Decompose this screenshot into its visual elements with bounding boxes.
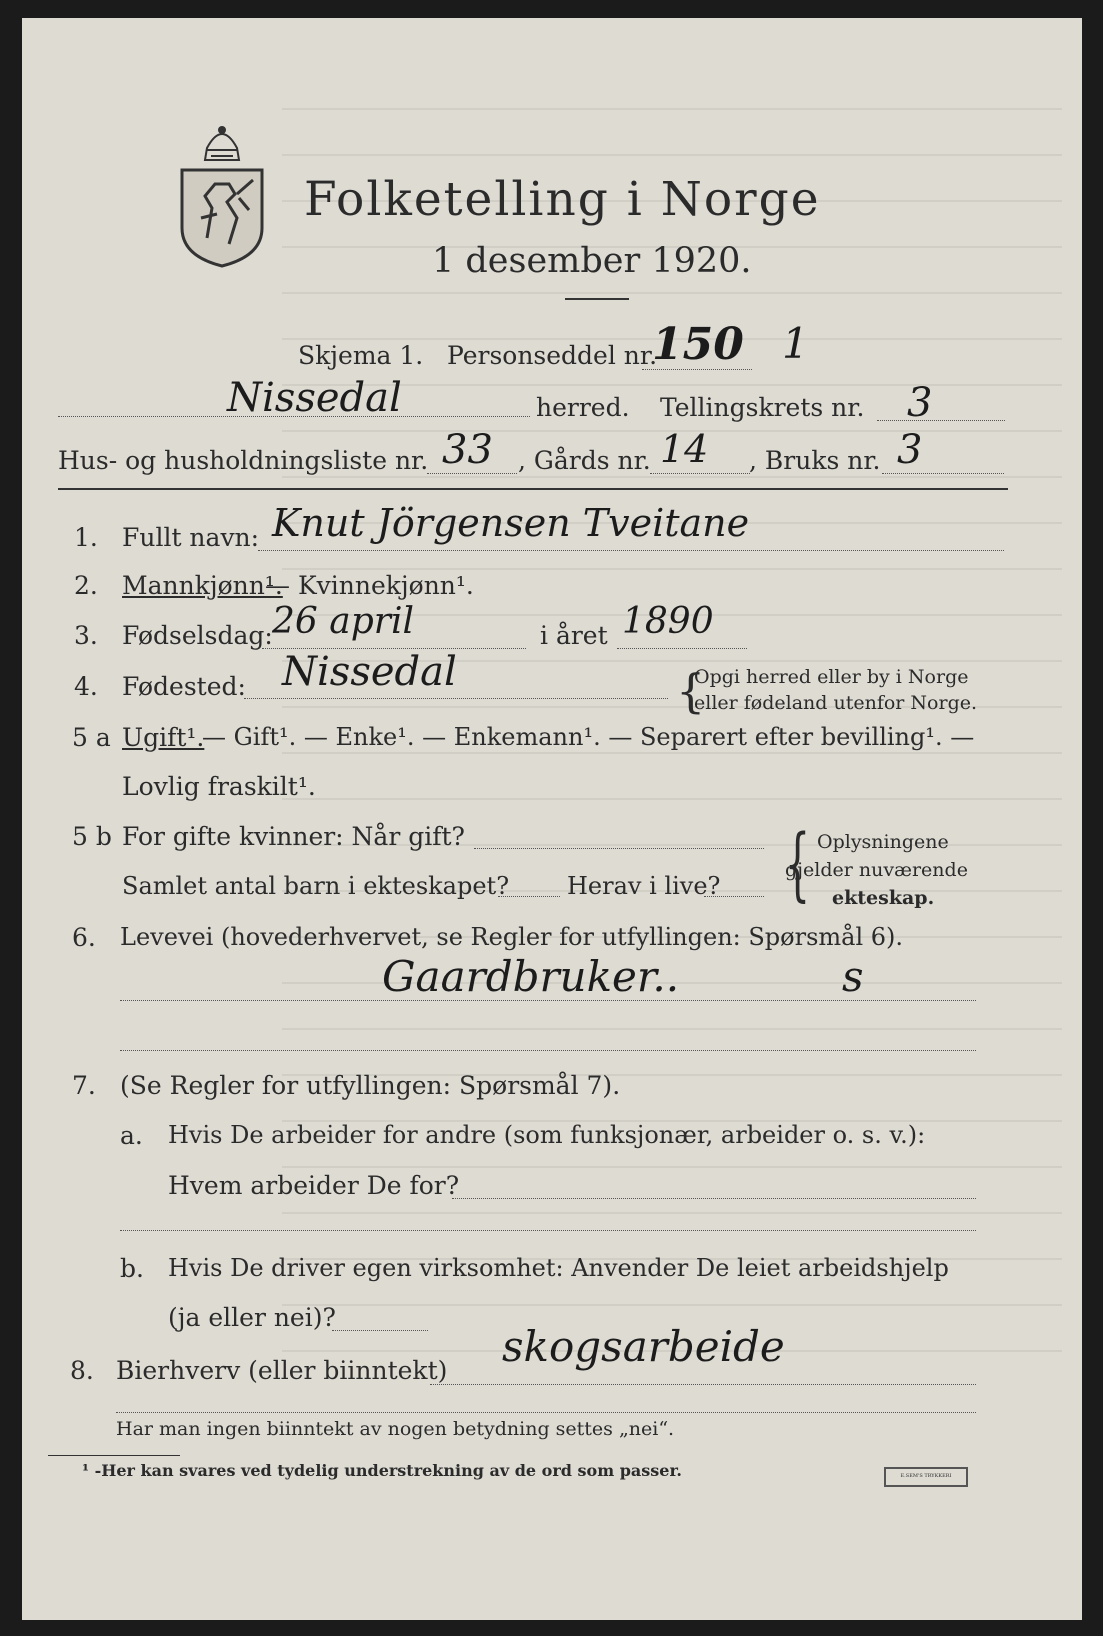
tellingskrets-label: Tellingskrets nr. <box>660 393 865 422</box>
occupation-mark: s <box>842 952 864 1001</box>
q5b-married-line <box>474 848 764 849</box>
header-divider <box>58 488 1008 490</box>
census-form <box>22 18 1082 1620</box>
printer-stamp <box>884 1467 968 1487</box>
hus-label: Hus- og husholdningsliste nr. <box>58 446 429 475</box>
birthplace-line <box>244 698 668 699</box>
tellingskrets-line <box>877 420 1005 421</box>
q7-label: (Se Regler for utfyllingen: Spørsmål 7). <box>120 1071 621 1100</box>
q5b-line2a: Samlet antal barn i ekteskapet? <box>122 872 510 900</box>
q4-note-line1: Opgi herred eller by i Norge <box>694 666 969 688</box>
q4-number: 4. <box>74 672 98 701</box>
occupation-line2 <box>120 1050 976 1051</box>
q7b-answer-line <box>332 1330 428 1331</box>
birthplace-value: Nissedal <box>282 649 457 695</box>
q7a-line2: Hvem arbeider De for? <box>168 1171 460 1200</box>
footer-note: Har man ingen biinntekt av nogen betydning settes „nei“. <box>116 1418 675 1440</box>
q2-male-option: Mannkjønn¹. <box>122 571 283 600</box>
q5b-note3: ekteskap. <box>832 887 935 909</box>
bruks-line <box>882 473 1004 474</box>
q5b-number: 5 b <box>72 822 112 851</box>
q2-female-option: — Kvinnekjønn¹. <box>265 571 474 600</box>
herred-value: Nissedal <box>227 375 402 421</box>
schema-label: Skjema 1. <box>298 341 424 370</box>
q7b-line1: Hvis De driver egen virksomhet: Anvender De leiet arbeidshjelp <box>168 1254 949 1282</box>
q1-number: 1. <box>74 523 98 552</box>
q8-label: Bierhverv (eller biinntekt) <box>116 1356 448 1385</box>
q5b-note1: Oplysningene <box>817 831 949 853</box>
title-divider <box>565 298 629 300</box>
hus-line <box>427 473 517 474</box>
q7-number: 7. <box>72 1071 96 1100</box>
census-date: 1 desember 1920. <box>432 241 752 281</box>
q7a-extra-line <box>120 1230 976 1231</box>
bruks-value: 3 <box>897 427 923 473</box>
q1-line <box>258 550 1004 551</box>
q5b-brace-icon: { <box>784 817 811 910</box>
form-title: Folketelling i Norge <box>304 172 821 227</box>
q8-extra-line <box>116 1412 976 1413</box>
side-occupation-value: skogsarbeide <box>502 1322 785 1371</box>
q7a-employer-line <box>452 1198 976 1199</box>
footnote-divider <box>48 1455 180 1456</box>
gards-value: 14 <box>660 427 709 471</box>
gards-line <box>650 473 750 474</box>
hus-value: 33 <box>442 427 493 473</box>
q5a-ugift-option: Ugift¹. <box>122 723 205 752</box>
personseddel-label: Personseddel nr. <box>447 341 658 370</box>
q3-label: Fødselsdag: <box>122 621 273 650</box>
q5b-line2b: Herav i live? <box>567 872 721 900</box>
q8-line <box>430 1384 976 1385</box>
footnote: ¹ -Her kan svares ved tydelig understrekning av de ord som passer. <box>82 1461 682 1480</box>
q2-number: 2. <box>74 571 98 600</box>
q6-number: 6. <box>72 923 96 952</box>
q4-note-line2: eller fødeland utenfor Norge. <box>694 692 978 714</box>
birthday-value: 26 april <box>272 601 414 642</box>
q7a-letter: a. <box>120 1121 143 1150</box>
gards-label: , Gårds nr. <box>518 446 651 475</box>
q7b-letter: b. <box>120 1254 144 1283</box>
coat-of-arms-icon <box>177 118 267 268</box>
birth-year-value: 1890 <box>622 601 714 642</box>
q7a-line1: Hvis De arbeider for andre (som funksjonær, arbeider o. s. v.): <box>168 1121 926 1149</box>
q5a-other-options: — Gift¹. — Enke¹. — Enkemann¹. — Separert efter bevilling¹. — <box>202 723 975 751</box>
printer-stamp-text: E.SEM'S TRYKKERI <box>900 1473 952 1479</box>
q3-number: 3. <box>74 621 98 650</box>
tellingskrets-value: 3 <box>907 380 933 426</box>
occupation-value: Gaardbruker.. <box>382 952 680 1001</box>
q7b-line2: (ja eller nei)? <box>168 1303 336 1332</box>
personseddel-value: 150 <box>652 319 744 370</box>
q5b-children-line <box>498 896 560 897</box>
q5a-line2: Lovlig fraskilt¹. <box>122 772 316 801</box>
q1-label: Fullt navn: <box>122 523 260 552</box>
q5b-note2: gjelder nuværende <box>785 859 968 881</box>
personseddel-extra: 1 <box>782 319 809 368</box>
herred-label: herred. <box>536 393 630 422</box>
birth-year-line <box>617 648 747 649</box>
q5b-alive-line <box>704 896 764 897</box>
bruks-label: , Bruks nr. <box>749 446 881 475</box>
q5b-line1: For gifte kvinner: Når gift? <box>122 822 465 851</box>
q4-brace-icon: { <box>676 664 706 718</box>
q5a-number: 5 a <box>72 723 111 752</box>
full-name-value: Knut Jörgensen Tveitane <box>272 501 750 545</box>
birth-year-label: i året <box>540 621 608 650</box>
q4-label: Fødested: <box>122 672 246 701</box>
q6-label: Levevei (hovederhvervet, se Regler for utfyllingen: Spørsmål 6). <box>120 923 904 951</box>
q8-number: 8. <box>70 1356 94 1385</box>
